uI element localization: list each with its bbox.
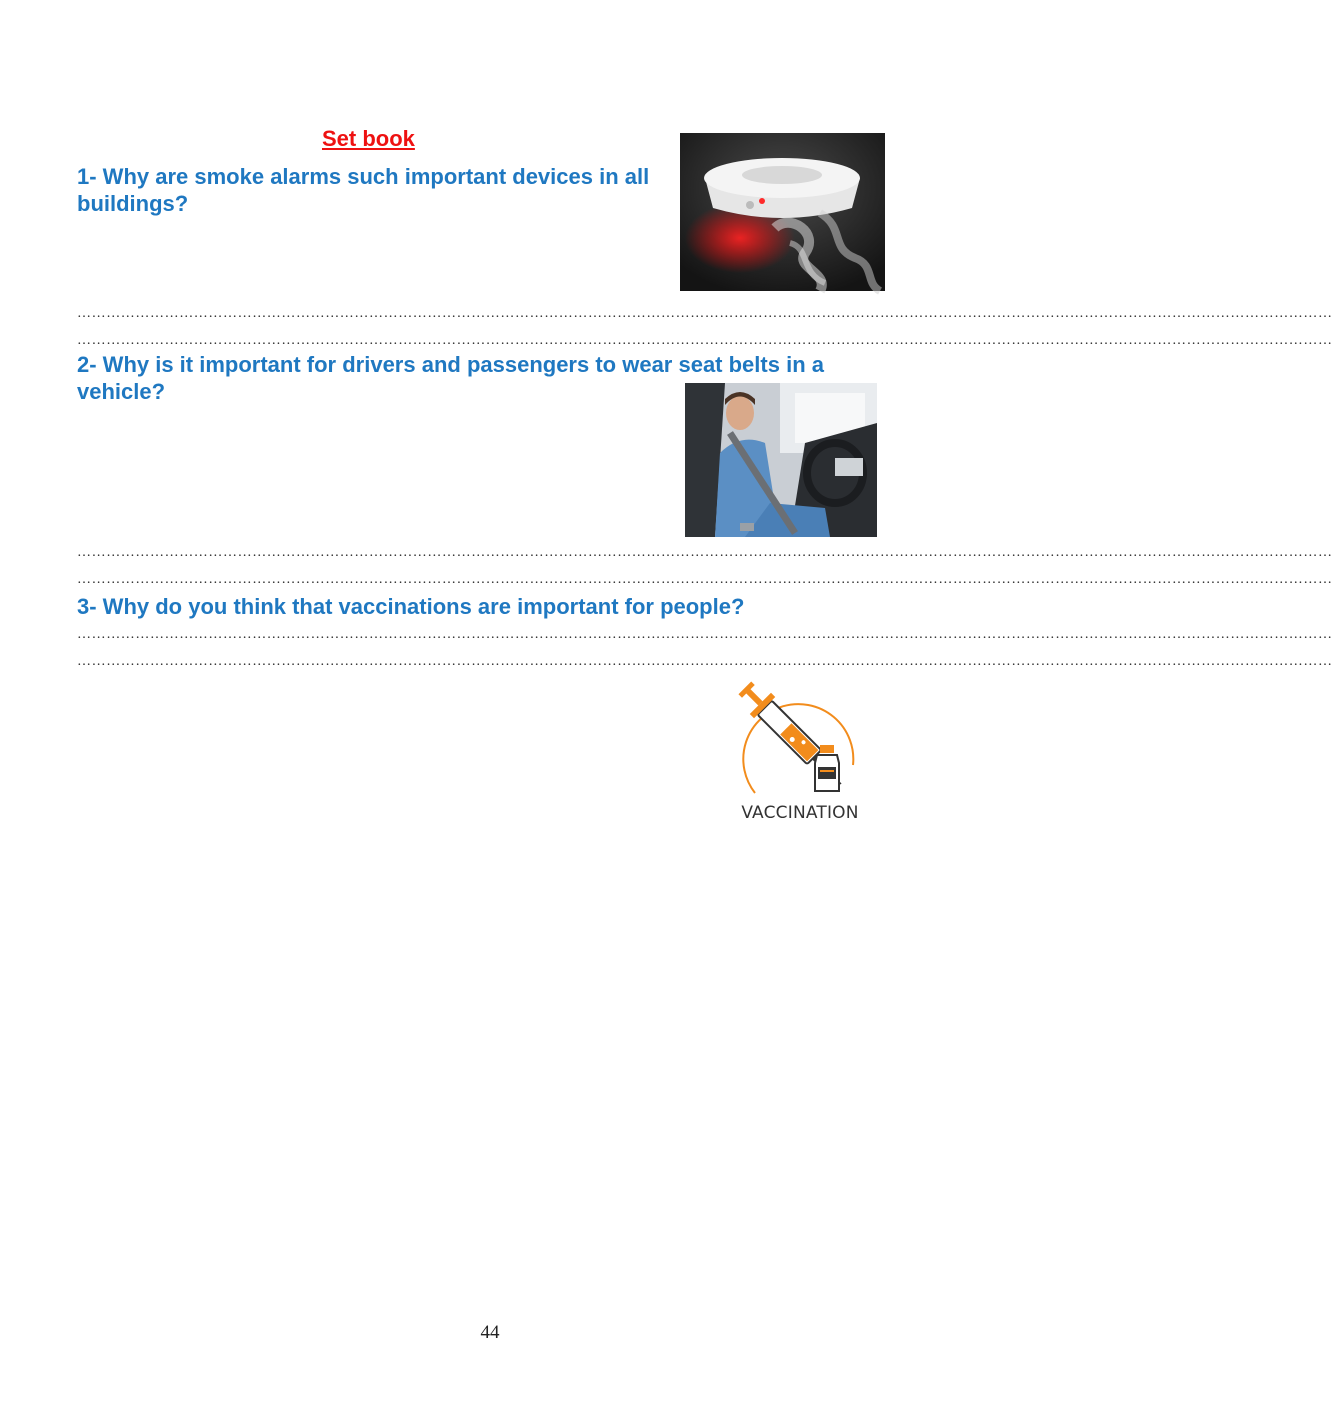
question-2: 2- Why is it important for drivers and passengers to wear seat belts in a vehicle? [77,352,824,404]
question-1: 1- Why are smoke alarms such important devices in all buildings? [77,164,650,216]
vaccination-label: VACCINATION [741,803,859,823]
answer-line-1a[interactable]: …………………………………………………………………………………………………………………………………………………………………………………………………………………………………… [77,306,1333,321]
page-heading: Set book [322,126,415,151]
answer-line-1b[interactable]: …………………………………………………………………………………………………………………………………………………………………………………………………………………………………… [77,333,1333,348]
page-number: 44 [480,1322,500,1343]
answer-line-2b[interactable]: …………………………………………………………………………………………………………………………………………………………………………………………………………………………………… [77,572,1333,587]
seat-belt-image [685,383,877,537]
vaccination-icon [735,683,865,833]
answer-line-3a[interactable]: …………………………………………………………………………………………………………………………………………………………………………………………………………………………………… [77,627,1333,642]
question-3: 3- Why do you think that vaccinations are important for people? [77,594,745,619]
answer-line-2a[interactable]: …………………………………………………………………………………………………………………………………………………………………………………………………………………………………… [77,545,1333,560]
answer-line-3b[interactable]: …………………………………………………………………………………………………………………………………………………………………………………………………………………………………… [77,654,1333,669]
smoke-alarm-image [680,133,885,291]
